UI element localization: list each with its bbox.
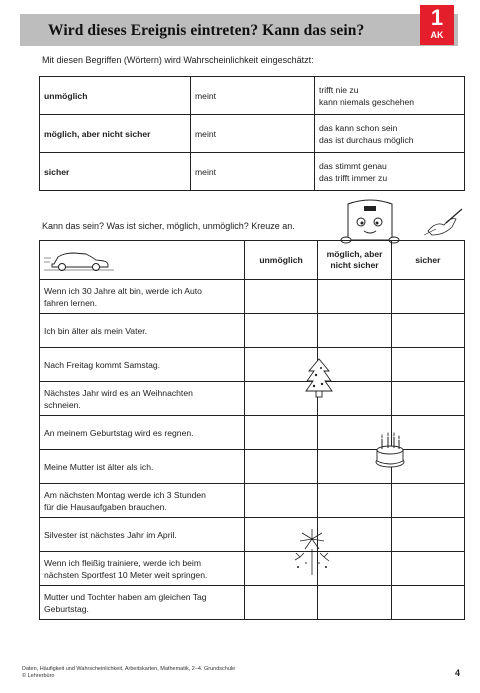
definition-term: unmöglich bbox=[40, 77, 191, 115]
statement-line: Nach Freitag kommt Samstag. bbox=[44, 359, 161, 370]
statement-line: An meinem Geburtstag wird es regnen. bbox=[44, 427, 194, 438]
fireworks-icon bbox=[292, 527, 332, 575]
birthday-cake-icon bbox=[373, 430, 407, 470]
checkbox-certain[interactable] bbox=[391, 382, 464, 416]
checkbox-impossible[interactable] bbox=[244, 314, 318, 348]
statement-text bbox=[40, 416, 245, 450]
column-header-certain: sicher bbox=[391, 241, 464, 280]
definition-term: sicher bbox=[40, 153, 191, 191]
checkbox-possible[interactable] bbox=[318, 586, 391, 620]
badge-number: 1 bbox=[430, 5, 444, 30]
statement-line: Ich bin älter als mein Vater. bbox=[44, 325, 148, 336]
car-header-cell bbox=[40, 241, 245, 280]
checkbox-certain[interactable] bbox=[391, 586, 464, 620]
definition-meaning bbox=[315, 77, 465, 115]
badge-label: AK bbox=[430, 30, 444, 40]
checkbox-certain[interactable] bbox=[391, 552, 464, 586]
statement-row bbox=[40, 280, 465, 314]
statement-line: Wenn ich fleißig trainiere, werde ich beim bbox=[44, 557, 201, 568]
statement-line: Mutter und Tochter haben am gleichen Tag bbox=[44, 591, 207, 602]
checkbox-certain[interactable] bbox=[391, 280, 464, 314]
statement-text bbox=[40, 450, 245, 484]
checkbox-possible[interactable] bbox=[318, 484, 391, 518]
statement-row bbox=[40, 518, 465, 552]
worksheet-badge bbox=[420, 5, 454, 45]
statement-text bbox=[40, 382, 245, 416]
definition-verb: meint bbox=[191, 153, 315, 191]
statement-text bbox=[40, 484, 245, 518]
header-line: möglich, aber bbox=[326, 249, 383, 259]
statement-row bbox=[40, 586, 465, 620]
definitions-table bbox=[39, 76, 465, 191]
meaning-line: trifft nie zu bbox=[319, 84, 359, 95]
footer-copyright: © Lehrerbüro bbox=[22, 673, 55, 679]
page-number: 4 bbox=[455, 668, 461, 678]
definition-verb: meint bbox=[191, 115, 315, 153]
definition-meaning bbox=[315, 115, 465, 153]
page-title: Wird dieses Ereignis eintreten? Kann das sein? bbox=[48, 22, 365, 39]
box-mascot-icon bbox=[330, 196, 410, 246]
definition-row bbox=[40, 115, 465, 153]
checkbox-possible[interactable] bbox=[318, 314, 391, 348]
checkbox-impossible[interactable] bbox=[244, 280, 318, 314]
meaning-line: das kann schon sein bbox=[319, 122, 398, 133]
statement-line: für die Hausaufgaben brauchen. bbox=[44, 501, 167, 512]
question-instructions: Kann das sein? Was ist sicher, möglich, unmöglich? Kreuze an. bbox=[42, 221, 295, 231]
statement-row bbox=[40, 314, 465, 348]
statement-text bbox=[40, 586, 245, 620]
definition-meaning bbox=[315, 153, 465, 191]
writing-hand-icon bbox=[422, 205, 464, 239]
footer bbox=[22, 666, 235, 680]
checkbox-certain[interactable] bbox=[391, 348, 464, 382]
column-header-possible bbox=[318, 241, 391, 280]
statement-row bbox=[40, 382, 465, 416]
meaning-line: das trifft immer zu bbox=[319, 172, 388, 183]
statement-line: Wenn ich 30 Jahre alt bin, werde ich Auto bbox=[44, 285, 202, 296]
statement-text bbox=[40, 314, 245, 348]
statement-line: schneien. bbox=[44, 399, 81, 410]
statement-line: Nächstes Jahr wird es an Weihnachten bbox=[44, 387, 193, 398]
checkbox-certain[interactable] bbox=[391, 518, 464, 552]
header-line: nicht sicher bbox=[330, 260, 379, 270]
statement-text bbox=[40, 348, 245, 382]
column-header-impossible: unmöglich bbox=[244, 241, 318, 280]
statement-line: Am nächsten Montag werde ich 3 Stunden bbox=[44, 489, 206, 500]
meaning-line: kann niemals geschehen bbox=[319, 96, 415, 107]
checkbox-impossible[interactable] bbox=[244, 416, 318, 450]
table-header-row bbox=[40, 241, 465, 280]
meaning-line: das stimmt genau bbox=[319, 160, 387, 171]
checkbox-certain[interactable] bbox=[391, 314, 464, 348]
meaning-line: das ist durchaus möglich bbox=[319, 134, 414, 145]
statement-text bbox=[40, 280, 245, 314]
statement-text bbox=[40, 552, 245, 586]
statement-row bbox=[40, 484, 465, 518]
footer-source: Daten, Häufigkeit und Wahrscheinlichkeit, Arbeitskarten, Mathematik, 2–4. Grundschule bbox=[22, 666, 236, 672]
statement-line: fahren lernen. bbox=[44, 297, 98, 308]
christmas-tree-icon bbox=[304, 357, 334, 399]
statement-text bbox=[40, 518, 245, 552]
definition-row bbox=[40, 77, 465, 115]
statement-line: nächsten Sportfest 10 Meter weit springen. bbox=[44, 569, 208, 580]
intro-text: Mit diesen Begriffen (Wörtern) wird Wahrscheinlichkeit eingeschätzt: bbox=[42, 55, 314, 65]
statement-row bbox=[40, 552, 465, 586]
statement-line: Silvester ist nächstes Jahr im April. bbox=[44, 529, 177, 540]
definition-term: möglich, aber nicht sicher bbox=[40, 115, 191, 153]
statement-line: Geburtstag. bbox=[44, 603, 89, 614]
checkbox-impossible[interactable] bbox=[244, 450, 318, 484]
checkbox-certain[interactable] bbox=[391, 484, 464, 518]
checkbox-impossible[interactable] bbox=[244, 586, 318, 620]
checkbox-impossible[interactable] bbox=[244, 484, 318, 518]
statement-row bbox=[40, 348, 465, 382]
definition-row bbox=[40, 153, 465, 191]
definition-verb: meint bbox=[191, 77, 315, 115]
car-icon bbox=[44, 248, 114, 272]
checkbox-possible[interactable] bbox=[318, 280, 391, 314]
statement-line: Meine Mutter ist älter als ich. bbox=[44, 461, 154, 472]
